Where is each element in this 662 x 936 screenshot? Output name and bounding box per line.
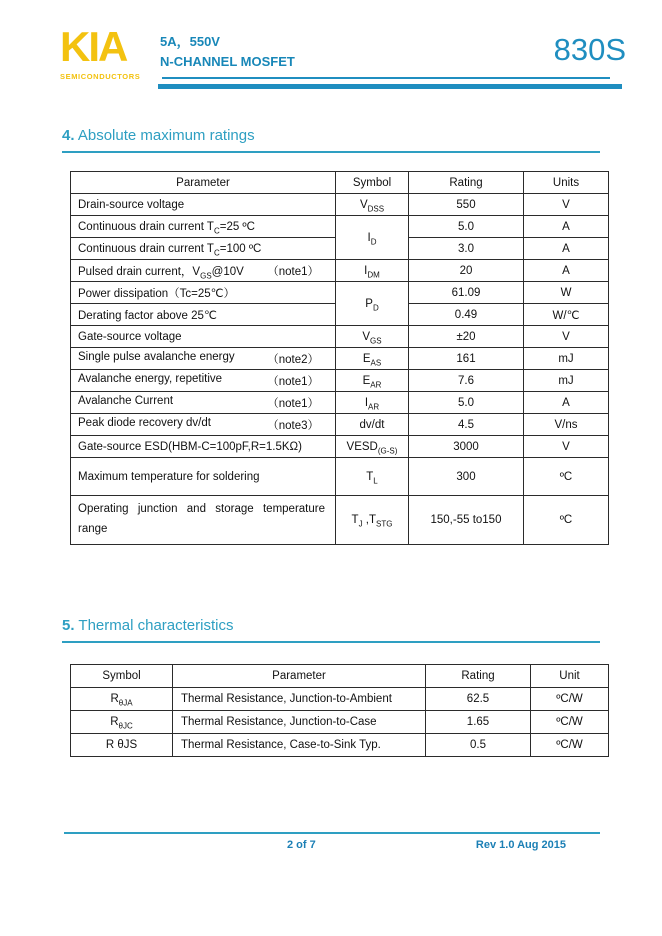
cell-symbol: $R_{\theta JA}$ <box>71 688 173 711</box>
cell-symbol: dv/dt <box>336 414 409 436</box>
cell-units: A <box>524 260 609 282</box>
cell-rating: 7.6 <box>409 370 524 392</box>
product-summary-line1: 5A，550V <box>160 34 220 49</box>
cell-parameter: Thermal Resistance, Junction-to-Ambient <box>173 688 426 711</box>
cell-units: mJ <box>524 348 609 370</box>
part-number: 830S <box>553 32 626 67</box>
cell-rating: 150,-55 to150 <box>409 496 524 545</box>
cell-rating: 61.09 <box>409 282 524 304</box>
table-row <box>71 348 609 370</box>
cell-rating: ±20 <box>409 326 524 348</box>
product-summary-line2: N-CHANNEL MOSFET <box>160 53 295 69</box>
cell-symbol: $T_L$ <box>336 458 409 496</box>
cell-units: W <box>524 282 609 304</box>
cell-rating: 3.0 <box>409 238 524 260</box>
table-row <box>71 216 609 238</box>
cell-unit: ºC/W <box>531 711 609 734</box>
absolute-maximum-ratings-table <box>70 171 609 545</box>
cell-parameter: Operating junction and storage temperature range <box>71 496 336 545</box>
col-header-parameter: Parameter <box>173 665 426 688</box>
cell-symbol: $V_{GS}$ <box>336 326 409 348</box>
cell-units: ºC <box>524 458 609 496</box>
cell-units: A <box>524 238 609 260</box>
col-header-symbol: Symbol <box>336 172 409 194</box>
cell-rating: 0.49 <box>409 304 524 326</box>
cell-rating: 5.0 <box>409 216 524 238</box>
cell-parameter: Derating factor above 25℃ <box>71 304 336 326</box>
cell-rating: 161 <box>409 348 524 370</box>
header-rule-thin <box>162 77 610 79</box>
cell-unit: ºC/W <box>531 688 609 711</box>
table-header-row <box>71 172 609 194</box>
table-row <box>71 711 609 734</box>
section-title-text: Thermal characteristics <box>78 617 234 634</box>
cell-rating: 62.5 <box>426 688 531 711</box>
cell-rating: 550 <box>409 194 524 216</box>
footer-rule <box>64 832 600 834</box>
page-number: 2 of 7 <box>287 839 316 851</box>
col-header-units: Units <box>524 172 609 194</box>
cell-rating: 300 <box>409 458 524 496</box>
cell-rating: 0.5 <box>426 734 531 757</box>
section-title-absolute-maximum-ratings <box>62 127 600 153</box>
cell-parameter: Maximum temperature for soldering <box>71 458 336 496</box>
cell-parameter: Thermal Resistance, Junction-to-Case <box>173 711 426 734</box>
cell-parameter: （note2） Single pulse avalanche energy <box>71 348 336 370</box>
cell-units: mJ <box>524 370 609 392</box>
cell-symbol: $I_{AR}$ <box>336 392 409 414</box>
cell-rating: 1.65 <box>426 711 531 734</box>
col-header-symbol: Symbol <box>71 665 173 688</box>
cell-rating: 4.5 <box>409 414 524 436</box>
section-number: 5. <box>62 617 75 634</box>
cell-parameter: Thermal Resistance, Case-to-Sink Typ. <box>173 734 426 757</box>
cell-symbol: R θJS <box>71 734 173 757</box>
cell-units: V/ns <box>524 414 609 436</box>
table-row <box>71 414 609 436</box>
table-row <box>71 496 609 545</box>
brand-logo-text: KIA <box>60 23 127 70</box>
cell-parameter: （note1） Avalanche energy, repetitive <box>71 370 336 392</box>
cell-parameter: （note3） Peak diode recovery dv/dt <box>71 414 336 436</box>
cell-units: A <box>524 392 609 414</box>
revision-info: Rev 1.0 Aug 2015 <box>475 839 566 851</box>
table-row <box>71 260 609 282</box>
cell-parameter: Continuous drain current $T_C=25$ ºC <box>71 216 336 238</box>
cell-rating: 20 <box>409 260 524 282</box>
cell-units: V <box>524 194 609 216</box>
cell-parameter: （note1） Avalanche Current <box>71 392 336 414</box>
table-row <box>71 436 609 458</box>
cell-symbol: $VESD_{(G-S)}$ <box>336 436 409 458</box>
cell-symbol: $V_{DSS}$ <box>336 194 409 216</box>
cell-parameter: Power dissipation（Tc=25℃） <box>71 282 336 304</box>
col-header-rating: Rating <box>426 665 531 688</box>
cell-units: W/℃ <box>524 304 609 326</box>
table-row <box>71 458 609 496</box>
col-header-rating: Rating <box>409 172 524 194</box>
table-row <box>71 194 609 216</box>
table-row <box>71 688 609 711</box>
table-row <box>71 326 609 348</box>
table-row <box>71 392 609 414</box>
cell-units: ºC <box>524 496 609 545</box>
cell-units: A <box>524 216 609 238</box>
cell-rating: 5.0 <box>409 392 524 414</box>
section-title-text: Absolute maximum ratings <box>77 127 255 144</box>
section-number: 4. <box>62 127 75 144</box>
table-row <box>71 282 609 304</box>
cell-parameter: （note1） Pulsed drain current，$V_{GS}@10V$ <box>71 260 336 282</box>
col-header-parameter: Parameter <box>71 172 336 194</box>
cell-parameter: Gate-source voltage <box>71 326 336 348</box>
cell-symbol: $P_D$ <box>336 282 409 326</box>
cell-symbol: $R_{\theta JC}$ <box>71 711 173 734</box>
cell-units: V <box>524 326 609 348</box>
col-header-unit: Unit <box>531 665 609 688</box>
cell-symbol: $T_J$ $,T_{STG}$ <box>336 496 409 545</box>
product-summary <box>160 32 295 71</box>
table-row <box>71 734 609 757</box>
cell-parameter: Drain-source voltage <box>71 194 336 216</box>
cell-symbol: $E_{AR}$ <box>336 370 409 392</box>
cell-symbol: $I_D$ <box>336 216 409 260</box>
cell-rating: 3000 <box>409 436 524 458</box>
cell-parameter: Gate-source ESD(HBM-C=100pF,R=1.5KΩ) <box>71 436 336 458</box>
brand-logo-subtext: SEMICONDUCTORS <box>60 72 141 81</box>
cell-unit: ºC/W <box>531 734 609 757</box>
table-header-row <box>71 665 609 688</box>
section-title-thermal-characteristics <box>62 617 600 643</box>
cell-parameter: Continuous drain current $T_C=100$ ºC <box>71 238 336 260</box>
cell-symbol: $E_{AS}$ <box>336 348 409 370</box>
cell-units: V <box>524 436 609 458</box>
table-row <box>71 370 609 392</box>
brand-logo <box>60 23 141 81</box>
cell-symbol: $I_{DM}$ <box>336 260 409 282</box>
thermal-characteristics-table <box>70 664 609 757</box>
header-rule-thick <box>158 84 622 89</box>
